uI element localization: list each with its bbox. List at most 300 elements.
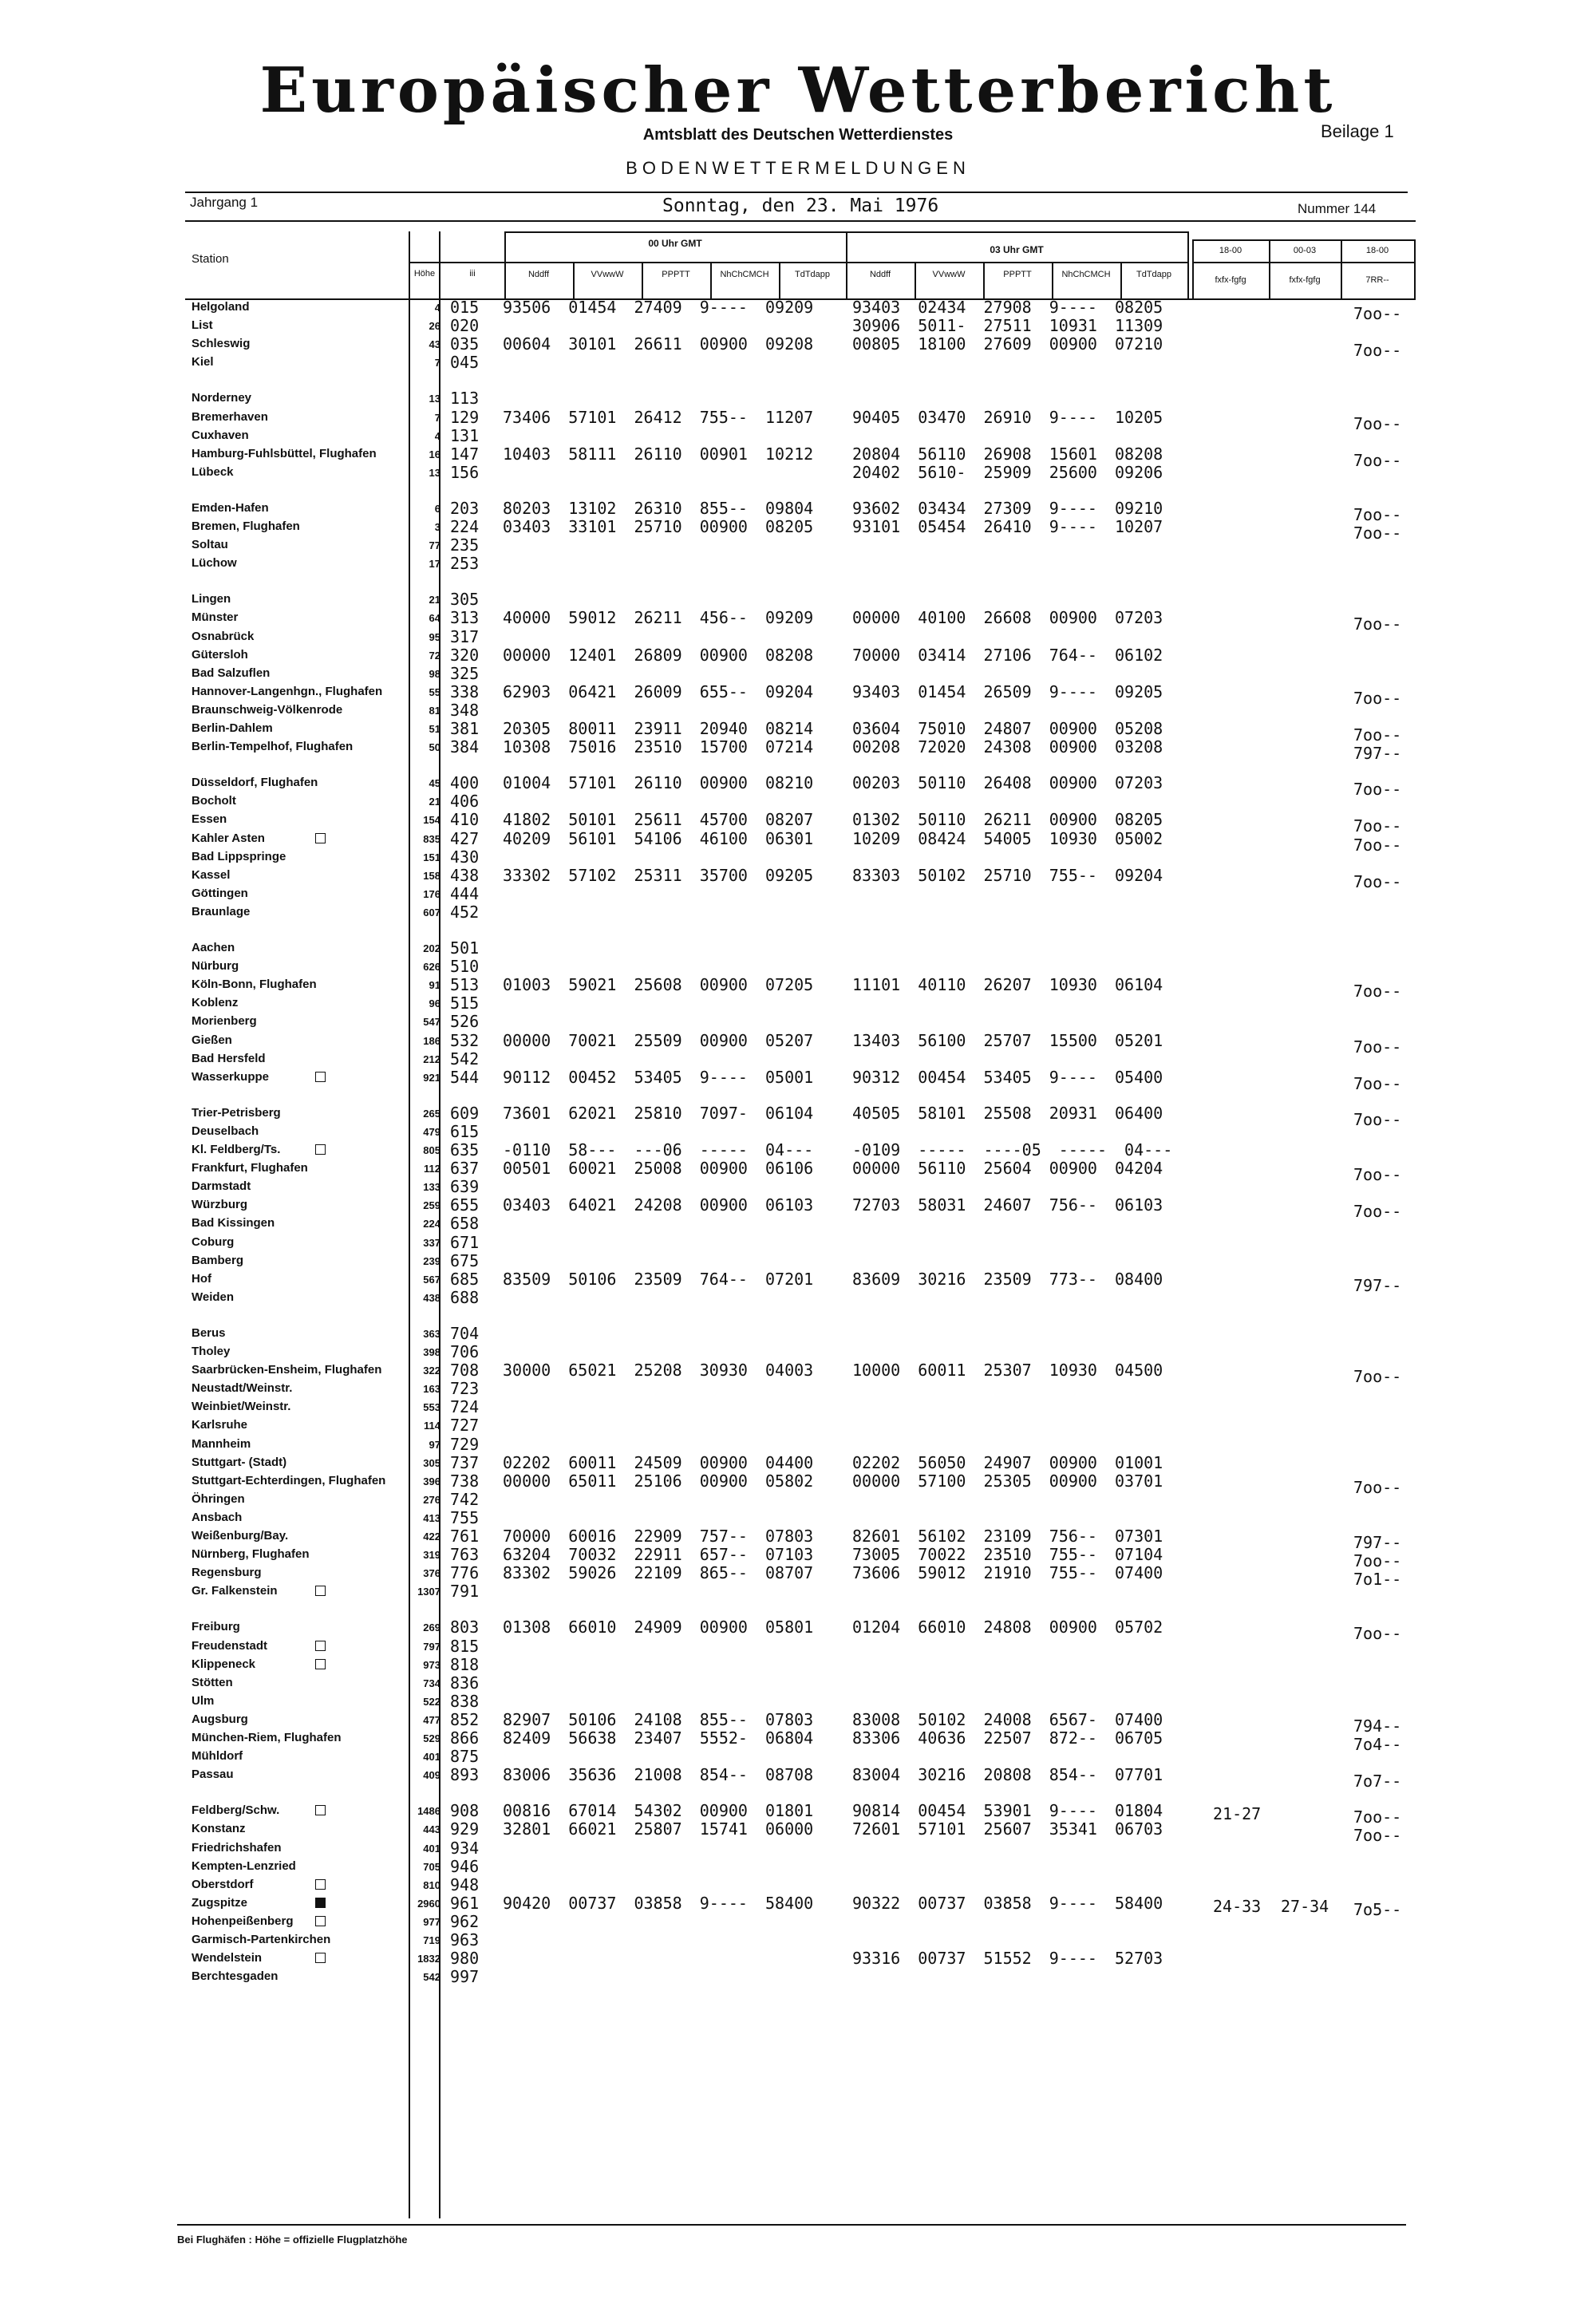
- precip-18-00: 794--: [1353, 1716, 1402, 1736]
- station-id: 317: [450, 626, 480, 646]
- obs-00-group: 41802 50101 25611 45700 08207: [503, 810, 814, 830]
- station-name: Lingen: [192, 592, 231, 606]
- station-height: 1832: [417, 1953, 440, 1965]
- station-height: 239: [423, 1254, 440, 1267]
- station-height: 443: [423, 1823, 440, 1836]
- filled-square-icon: [315, 1898, 326, 1908]
- station-height: 810: [423, 1878, 440, 1891]
- precip-18-00: 7oo--: [1353, 1551, 1402, 1571]
- station-name: Kiel: [192, 355, 214, 369]
- station-name: Bremen, Flughafen: [192, 519, 300, 533]
- obs-00-group: 01004 57101 26110 00900 08210: [503, 773, 814, 793]
- station-height: 97: [429, 1438, 440, 1451]
- station-height: 6: [434, 502, 440, 515]
- obs-03-group: 00805 18100 27609 00900 07210: [852, 334, 1163, 354]
- station-id: 515: [450, 993, 480, 1013]
- station-height: 401: [423, 1751, 440, 1764]
- rule-top: [185, 192, 1408, 193]
- precip-18-00: 7o4--: [1353, 1735, 1402, 1754]
- station-height: 2960: [417, 1897, 440, 1910]
- obs-03-group: 00203 50110 26408 00900 07203: [852, 773, 1163, 793]
- obs-03-group: 30906 5011- 27511 10931 11309: [852, 316, 1163, 336]
- obs-00-group: 70000 60016 22909 757-- 07803: [503, 1527, 814, 1546]
- obs-03-group: 03604 75010 24807 00900 05208: [852, 719, 1163, 738]
- col-extra2-sub: fxfx-fgfg: [1289, 275, 1321, 285]
- sub-header: PPPTT: [662, 270, 690, 279]
- station-name: Stuttgart- (Stadt): [192, 1455, 287, 1469]
- station-id: 410: [450, 810, 480, 830]
- precip-18-00: 797--: [1353, 1533, 1402, 1552]
- station-id: 675: [450, 1250, 480, 1270]
- obs-03-group: 01302 50110 26211 00900 08205: [852, 810, 1163, 830]
- station-height: 51: [429, 723, 440, 735]
- station-name: Öhringen: [192, 1491, 245, 1506]
- obs-00-group: 00816 67014 54302 00900 01801: [503, 1801, 814, 1821]
- square-icon: [315, 1953, 326, 1963]
- col-group-00: 00 Uhr GMT: [648, 238, 702, 249]
- obs-00-group: 90112 00452 53405 9---- 05001: [503, 1067, 814, 1087]
- rule-subheader: [409, 262, 1187, 263]
- obs-00-group: 10403 58111 26110 00901 10212: [503, 444, 814, 464]
- station-name: Osnabrück: [192, 629, 255, 643]
- station-name: Kl. Feldberg/Ts.: [192, 1143, 281, 1156]
- gust-00-03: 27-34: [1281, 1896, 1329, 1916]
- obs-03-group: 01204 66010 24808 00900 05702: [852, 1618, 1163, 1637]
- section-title: BODENWETTERMELDUNGEN: [626, 158, 970, 178]
- station-id: 706: [450, 1342, 480, 1361]
- station-name: Passau: [192, 1768, 234, 1782]
- station-height: 133: [423, 1181, 440, 1194]
- col-divider-extra4: [1414, 239, 1416, 298]
- obs-00-group: 80203 13102 26310 855-- 09804: [503, 498, 814, 518]
- station-height: 479: [423, 1125, 440, 1138]
- obs-03-group: 70000 03414 27106 764-- 06102: [852, 645, 1163, 665]
- col-divider-03: [1187, 231, 1189, 298]
- station-height: 176: [423, 887, 440, 900]
- station-id: 526: [450, 1012, 480, 1032]
- station-id: 384: [450, 737, 480, 757]
- station-name: Neustadt/Weinstr.: [192, 1381, 293, 1396]
- precip-18-00: 7oo--: [1353, 614, 1402, 634]
- station-id: 452: [450, 902, 480, 922]
- sub-header-divider: [779, 262, 780, 298]
- station-name: Mühldorf: [192, 1749, 243, 1764]
- station-id: 776: [450, 1563, 480, 1583]
- station-height: 95: [429, 630, 440, 643]
- station-id: 761: [450, 1527, 480, 1546]
- obs-00-group: 03403 64021 24208 00900 06103: [503, 1195, 814, 1215]
- sub-header-divider: [573, 262, 575, 298]
- obs-00-group: 33302 57102 25311 35700 09205: [503, 865, 814, 885]
- station-name: Weiden: [192, 1290, 235, 1304]
- sub-header: TdTdapp: [1136, 270, 1172, 279]
- station-name: Deuselbach: [192, 1124, 259, 1138]
- station-height: 50: [429, 741, 440, 754]
- station-name: Freiburg: [192, 1620, 240, 1634]
- square-icon: [315, 1805, 326, 1815]
- station-id: 962: [450, 1911, 480, 1931]
- obs-03-group: 83303 50102 25710 755-- 09204: [852, 865, 1163, 885]
- square-icon: [315, 1641, 326, 1651]
- station-id: 815: [450, 1636, 480, 1656]
- station-height: 305: [423, 1456, 440, 1469]
- station-id: 313: [450, 608, 480, 628]
- station-id: 325: [450, 663, 480, 683]
- station-name: Bocholt: [192, 794, 236, 808]
- obs-00-group: 40209 56101 54106 46100 06301: [503, 828, 814, 848]
- precip-18-00: 7oo--: [1353, 523, 1402, 543]
- obs-00-group: 32801 66021 25807 15741 06000: [503, 1819, 814, 1839]
- precip-18-00: 7oo--: [1353, 780, 1402, 800]
- station-height: 212: [423, 1053, 440, 1065]
- station-id: 035: [450, 334, 480, 354]
- station-id: 875: [450, 1747, 480, 1767]
- station-height: 409: [423, 1769, 440, 1782]
- obs-00-group: 10308 75016 23510 15700 07214: [503, 737, 814, 757]
- station-id: 348: [450, 700, 480, 720]
- obs-00-group: 02202 60011 24509 00900 04400: [503, 1452, 814, 1472]
- station-height: 542: [423, 1971, 440, 1984]
- station-name: Nürnberg, Flughafen: [192, 1547, 310, 1562]
- obs-03-group: 82601 56102 23109 756-- 07301: [852, 1527, 1163, 1546]
- col-divider-group: [846, 231, 847, 298]
- precip-18-00: 7oo--: [1353, 1367, 1402, 1387]
- station-height: 522: [423, 1695, 440, 1708]
- station-id: 818: [450, 1654, 480, 1674]
- station-height: 719: [423, 1934, 440, 1946]
- station-name: Schleswig: [192, 337, 251, 351]
- station-name: Lübeck: [192, 464, 234, 479]
- sub-header-divider: [915, 262, 916, 298]
- obs-03-group: 93101 05454 26410 9---- 10207: [852, 517, 1163, 536]
- precip-18-00: 7oo--: [1353, 1037, 1402, 1057]
- station-height: 422: [423, 1531, 440, 1543]
- obs-00-group: 83006 35636 21008 854-- 08708: [503, 1765, 814, 1785]
- station-height: 21: [429, 594, 440, 606]
- station-height: 626: [423, 961, 440, 974]
- station-name: Köln-Bonn, Flughafen: [192, 978, 317, 992]
- station-name: Friedrichshafen: [192, 1840, 282, 1855]
- obs-03-group: 83609 30216 23509 773-- 08400: [852, 1269, 1163, 1289]
- station-name: Düsseldorf, Flughafen: [192, 776, 318, 790]
- station-height: 112: [424, 1163, 440, 1175]
- square-icon: [315, 1916, 326, 1926]
- obs-00-group: 20305 80011 23911 20940 08214: [503, 719, 814, 738]
- station-height: 13: [429, 393, 440, 405]
- obs-03-group: 00208 72020 24308 00900 03208: [852, 737, 1163, 757]
- col-hoehe: Höhe: [413, 269, 436, 278]
- station-id: 131: [450, 425, 480, 445]
- sub-header-divider: [1052, 262, 1053, 298]
- footnote: Bei Flughäfen : Höhe = offizielle Flugplatzhöhe: [177, 2234, 408, 2246]
- sub-header-divider: [1120, 262, 1122, 298]
- station-name: Gr. Falkenstein: [192, 1584, 278, 1598]
- station-height: 98: [429, 667, 440, 680]
- precip-18-00: 7oo--: [1353, 835, 1402, 855]
- station-name: Göttingen: [192, 886, 248, 900]
- obs-00-group: 82907 50106 24108 855-- 07803: [503, 1709, 814, 1729]
- obs-00-group: 40000 59012 26211 456-- 09209: [503, 608, 814, 628]
- station-name: Darmstadt: [192, 1179, 251, 1194]
- precip-18-00: 7oo--: [1353, 816, 1402, 836]
- obs-00-group: 93506 01454 27409 9---- 09209: [503, 298, 814, 317]
- station-height: 55: [429, 685, 440, 698]
- station-height: 396: [423, 1475, 440, 1487]
- station-height: 401: [423, 1842, 440, 1855]
- station-height: 26: [429, 320, 440, 333]
- station-name: Coburg: [192, 1234, 235, 1249]
- station-name: Garmisch-Partenkirchen: [192, 1933, 331, 1946]
- station-height: 158: [423, 869, 440, 882]
- square-icon: [315, 1879, 326, 1890]
- square-icon: [315, 1072, 326, 1082]
- station-id: 755: [450, 1507, 480, 1527]
- station-name: Cuxhaven: [192, 428, 249, 442]
- rule-header-top: [185, 220, 1416, 222]
- station-id: 400: [450, 773, 480, 793]
- obs-00-group: 73601 62021 25810 7097- 06104: [503, 1103, 814, 1123]
- station-height: 835: [423, 832, 440, 845]
- obs-00-group: 03403 33101 25710 00900 08205: [503, 517, 814, 536]
- station-name: Berlin-Tempelhof, Flughafen: [192, 740, 354, 754]
- station-name: Stuttgart-Echterdingen, Flughafen: [192, 1473, 386, 1487]
- obs-00-group: 00000 12401 26809 00900 08208: [503, 645, 814, 665]
- station-name: Bad Salzuflen: [192, 666, 271, 680]
- station-name: Bremerhaven: [192, 409, 268, 424]
- obs-00-group: 73406 57101 26412 755-- 11207: [503, 407, 814, 427]
- station-height: 567: [423, 1273, 440, 1286]
- station-height: 529: [423, 1732, 440, 1744]
- obs-03-group: 83008 50102 24008 6567- 07400: [852, 1709, 1163, 1729]
- station-height: 805: [423, 1144, 440, 1156]
- station-id: 427: [450, 828, 480, 848]
- obs-00-group: 83302 59026 22109 865-- 08707: [503, 1563, 814, 1583]
- station-name: Bad Lippspringe: [192, 849, 286, 863]
- obs-03-group: 93403 02434 27908 9---- 08205: [852, 298, 1163, 317]
- station-height: 1486: [417, 1805, 440, 1818]
- station-name: Mannheim: [192, 1436, 251, 1451]
- station-id: 704: [450, 1323, 480, 1343]
- station-height: 45: [429, 777, 440, 790]
- rule-footer: [177, 2224, 1406, 2226]
- station-id: 513: [450, 975, 480, 995]
- station-id: 737: [450, 1452, 480, 1472]
- station-id: 020: [450, 316, 480, 336]
- precip-18-00: 7o7--: [1353, 1772, 1402, 1791]
- precip-18-00: 7oo--: [1353, 725, 1402, 745]
- station-name: München-Riem, Flughafen: [192, 1731, 342, 1744]
- obs-03-group: 00000 56110 25604 00900 04204: [852, 1159, 1163, 1179]
- station-height: 21: [429, 796, 440, 808]
- precip-18-00: 7oo--: [1353, 1109, 1402, 1129]
- col-extra1: 18-00: [1219, 246, 1242, 255]
- station-height: 224: [423, 1218, 440, 1230]
- station-id: 320: [450, 645, 480, 665]
- station-id: 639: [450, 1177, 480, 1197]
- station-name: Berus: [192, 1325, 226, 1340]
- precip-18-00: 7oo--: [1353, 982, 1402, 1001]
- precip-18-00: 797--: [1353, 744, 1402, 764]
- station-id: 685: [450, 1269, 480, 1289]
- station-name: Münster: [192, 610, 239, 625]
- obs-03-group: 83306 40636 22507 872-- 06705: [852, 1728, 1163, 1748]
- gust-18-00: 24-33: [1213, 1896, 1262, 1916]
- station-height: 154: [423, 814, 440, 827]
- jahrgang-label: Jahrgang 1: [190, 195, 259, 210]
- station-name: Braunlage: [192, 904, 251, 918]
- station-height: 96: [429, 997, 440, 1010]
- station-id: 997: [450, 1967, 480, 1987]
- station-id: 542: [450, 1049, 480, 1069]
- nummer-label: Nummer 144: [1298, 201, 1377, 216]
- station-height: 322: [423, 1365, 440, 1377]
- station-id: 803: [450, 1618, 480, 1637]
- station-name: Karlsruhe: [192, 1418, 248, 1432]
- station-id: 609: [450, 1103, 480, 1123]
- obs-03-group: 90322 00737 03858 9---- 58400: [852, 1893, 1163, 1913]
- obs-00-group: 90420 00737 03858 9---- 58400: [503, 1893, 814, 1913]
- col-extra3: 18-00: [1365, 246, 1389, 255]
- precip-18-00: 7oo--: [1353, 1477, 1402, 1497]
- station-id: 203: [450, 498, 480, 518]
- station-name: Tholey: [192, 1345, 231, 1358]
- station-name: Weißenburg/Bay.: [192, 1529, 289, 1543]
- sub-header: VVwwW: [591, 270, 624, 279]
- station-name: Bad Kissingen: [192, 1216, 275, 1230]
- date-label: Sonntag, den 23. Mai 1976: [662, 196, 939, 216]
- station-height: 319: [423, 1549, 440, 1562]
- obs-03-group: 72703 58031 24607 756-- 06103: [852, 1195, 1163, 1215]
- obs-03-group: 90814 00454 53901 9---- 01804: [852, 1801, 1163, 1821]
- sub-header: PPPTT: [1003, 270, 1032, 279]
- precip-18-00: 7o1--: [1353, 1570, 1402, 1590]
- sub-header: NhChCMCH: [1061, 270, 1111, 279]
- station-height: 17: [429, 558, 440, 571]
- station-height: 13: [429, 466, 440, 479]
- sub-header: NhChCMCH: [720, 270, 769, 279]
- sub-header: VVwwW: [932, 270, 966, 279]
- station-id: 934: [450, 1838, 480, 1858]
- station-height: 81: [429, 704, 440, 717]
- station-id: 708: [450, 1361, 480, 1381]
- station-name: Berchtesgaden: [192, 1969, 279, 1984]
- beilage-label: Beilage 1: [1321, 121, 1394, 141]
- col-iii: iii: [469, 269, 476, 278]
- station-id: 338: [450, 681, 480, 701]
- obs-03-group: 73005 70022 23510 755-- 07104: [852, 1545, 1163, 1565]
- station-height: 477: [423, 1713, 440, 1726]
- obs-03-group: 90312 00454 53405 9---- 05400: [852, 1067, 1163, 1087]
- station-height: 1307: [417, 1586, 440, 1598]
- station-id: 510: [450, 957, 480, 977]
- station-id: 852: [450, 1709, 480, 1729]
- gust-18-00: 21-27: [1213, 1804, 1262, 1824]
- col-extra1-sub: fxfx-fgfg: [1215, 275, 1246, 285]
- station-id: 791: [450, 1582, 480, 1602]
- station-id: 658: [450, 1214, 480, 1234]
- station-name: Essen: [192, 812, 227, 827]
- station-id: 532: [450, 1030, 480, 1050]
- station-id: 763: [450, 1545, 480, 1565]
- station-name: Klippeneck: [192, 1657, 256, 1671]
- station-name: Lüchow: [192, 556, 237, 571]
- station-id: 544: [450, 1067, 480, 1087]
- obs-03-group: 13403 56100 25707 15500 05201: [852, 1030, 1163, 1050]
- precip-18-00: 7oo--: [1353, 1202, 1402, 1222]
- station-height: 398: [423, 1346, 440, 1358]
- precip-18-00: 7oo--: [1353, 1624, 1402, 1644]
- obs-03-group: 93602 03434 27309 9---- 09210: [852, 498, 1163, 518]
- station-height: 376: [423, 1567, 440, 1580]
- station-id: 727: [450, 1416, 480, 1436]
- square-icon: [315, 1144, 326, 1155]
- station-name: Konstanz: [192, 1822, 246, 1836]
- station-height: 77: [429, 539, 440, 552]
- station-height: 151: [423, 851, 440, 863]
- obs-03-group: 40505 58101 25508 20931 06400: [852, 1103, 1163, 1123]
- station-height: 973: [423, 1658, 440, 1671]
- station-id: 045: [450, 353, 480, 373]
- station-id: 615: [450, 1121, 480, 1141]
- station-id: 742: [450, 1489, 480, 1509]
- station-height: 4: [434, 429, 440, 442]
- station-height: 259: [423, 1199, 440, 1212]
- obs-00-group: 01308 66010 24909 00900 05801: [503, 1618, 814, 1637]
- obs-03-group: 00000 57100 25305 00900 03701: [852, 1471, 1163, 1491]
- obs-03-group: 00000 40100 26608 00900 07203: [852, 608, 1163, 628]
- station-id: 430: [450, 847, 480, 867]
- obs-00-group: 00604 30101 26611 00900 09208: [503, 334, 814, 354]
- station-id: 113: [450, 389, 480, 409]
- station-name: Regensburg: [192, 1566, 262, 1580]
- station-name: Wasserkuppe: [192, 1069, 269, 1084]
- station-name: Zugspitze: [192, 1895, 247, 1910]
- obs-00-group: 01003 59021 25608 00900 07205: [503, 975, 814, 995]
- rule-extra-mid: [1192, 262, 1416, 263]
- station-id: 724: [450, 1397, 480, 1417]
- col-group-03: 03 Uhr GMT: [990, 244, 1044, 255]
- station-height: 202: [423, 942, 440, 954]
- station-name: Feldberg/Schw.: [192, 1803, 280, 1818]
- station-id: 893: [450, 1765, 480, 1785]
- station-name: Ansbach: [192, 1510, 243, 1524]
- station-height: 114: [424, 1420, 440, 1432]
- station-name: Hannover-Langenhgn., Flughafen: [192, 684, 383, 698]
- station-name: Helgoland: [192, 300, 250, 314]
- station-height: 607: [423, 906, 440, 918]
- obs-00-group: 62903 06421 26009 655-- 09204: [503, 681, 814, 701]
- station-id: 948: [450, 1874, 480, 1894]
- station-height: 7: [434, 411, 440, 424]
- precip-18-00: 7oo--: [1353, 1826, 1402, 1846]
- obs-00-group: 00000 70021 25509 00900 05207: [503, 1030, 814, 1050]
- station-id: 224: [450, 517, 480, 536]
- station-id: 838: [450, 1691, 480, 1711]
- station-id: 235: [450, 535, 480, 555]
- station-height: 7: [434, 357, 440, 369]
- station-height: 16: [429, 448, 440, 460]
- station-id: 637: [450, 1159, 480, 1179]
- obs-03-group: 83004 30216 20808 854-- 07701: [852, 1765, 1163, 1785]
- station-height: 734: [423, 1677, 440, 1689]
- station-name: Oberstdorf: [192, 1877, 254, 1891]
- station-id: 406: [450, 792, 480, 812]
- sub-header: TdTdapp: [794, 270, 831, 279]
- obs-03-group: 02202 56050 24907 00900 01001: [852, 1452, 1163, 1472]
- station-id: 738: [450, 1471, 480, 1491]
- station-name: Bad Hersfeld: [192, 1051, 266, 1065]
- station-name: Augsburg: [192, 1712, 248, 1726]
